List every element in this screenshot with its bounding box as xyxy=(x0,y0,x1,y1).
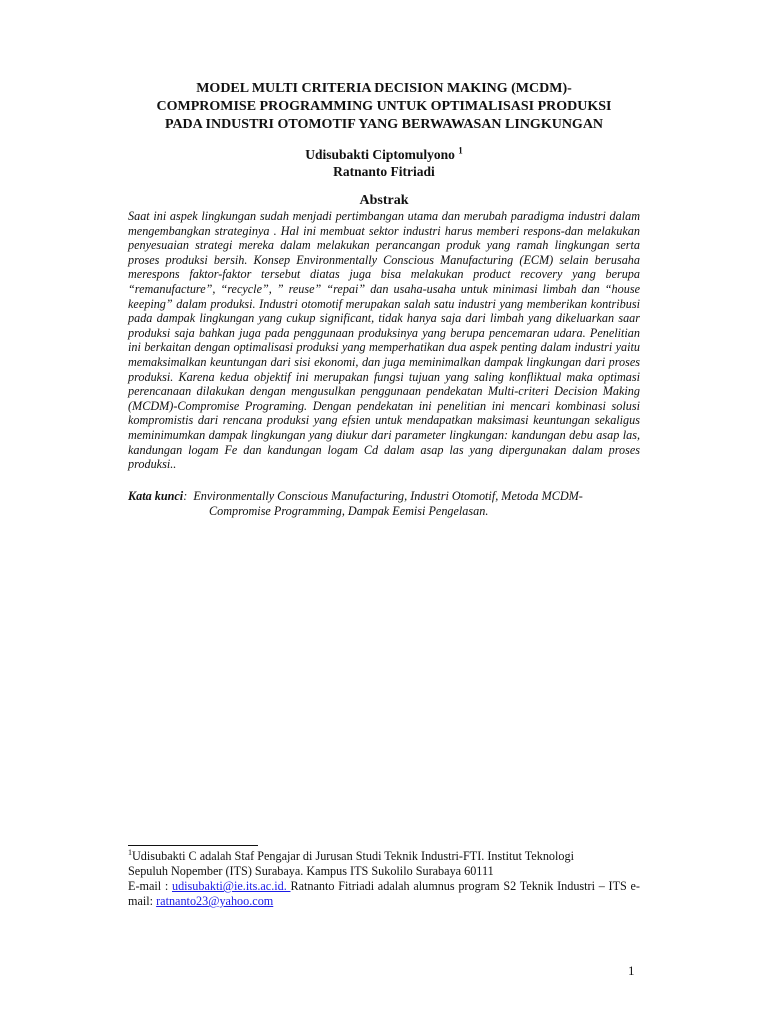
title-line-1: MODEL MULTI CRITERIA DECISION MAKING (MCDM)- xyxy=(196,81,572,96)
footnote-line-1 xyxy=(128,849,640,864)
footnote-separator xyxy=(128,845,258,846)
abstract-heading: Abstrak xyxy=(359,193,409,208)
keywords-line-2: Compromise Programming, Dampak Eemisi Pengelasan. xyxy=(209,503,489,518)
author-first xyxy=(100,146,668,163)
footnote xyxy=(128,849,640,909)
keywords-label: Kata kunci xyxy=(128,489,184,503)
title-line-3: PADA INDUSTRI OTOMOTIF YANG BERWAWASAN LINGKUNGAN xyxy=(164,117,604,132)
abstract-body: Saat ini aspek lingkungan sudah menjadi pertimbangan utama dan merubah paradigma industri dalam mengembangkan strateginya . Hal ini membuat sektor industri harus memberi respons-dan melakukan penyesuaian strategi mereka dalam melakukan perancangan produk yang ramah lingkungan serta proses produksi bersih. Konsep Environmentally Conscious Manufacturing (ECM) selain berusaha merespons faktor-faktor tersebut diatas juga bisa melakukan product recovery yang berupa “remanufacture”, “recycle”, ” reuse” “repai” dan usaha-usaha untuk minimasi limbah dan “house keeping” dalam produksi. Industri otomotif merupakan salah satu industri yang memberikan kontribusi pada dampak lingkungan yang cukup significant, tidak hanya saja dari limbah yang dikeluarkan saar produksi saja bahkan juga pada penggunaan produksinya yang berupa pencemaran udara. Penelitian ini berkaitan dengan optimalisasi produksi yang memperhatikan dua aspek penting dalam industri yaitu memaksimalkan keuntungan dari sisi ekonomi, dan juga meminimalkan dampak lingkungan dari proses produksi. Karena kedua objektif ini merupakan fungsi tujuan yang saling konfliktual maka optimasi perencanaan dilakukan dengan mengusulkan penggunaan pendekatan Multi-criteri Decision Making (MCDM)-Compromise Programing. Dengan pendekatan ini penelitian ini mencari kombinasi solusi kompromistis dari rencana produksi yang efsien untuk mendapatkan maksimasi keuntungan sekaligus meminimumkan dampak lingkungan yang diukur dari parameter lingkungan: kandungan debu asap las, kandungan logam Fe dan kandungan logam Cd dalam asap las yang dipergunakan dalam proses produksi.. xyxy=(128,209,640,472)
title-line-2: COMPROMISE PROGRAMMING UNTUK OPTIMALISASI PRODUKSI xyxy=(156,99,612,114)
email-link-udisubakti[interactable]: udisubakti@ie.its.ac.id. xyxy=(171,879,291,893)
keywords-row xyxy=(128,489,640,504)
footnote-affiliation: Udisubakti C adalah Staf Pengajar di Jurusan Studi Teknik Industri-FTI. Institut Teknologi xyxy=(132,849,574,863)
author-first-name: Udisubakti Ciptomulyono xyxy=(305,147,455,162)
paper-title xyxy=(100,80,668,134)
footnote-line-2: Sepuluh Nopember (ITS) Surabaya. Kampus ITS Sukolilo Surabaya 60111 xyxy=(128,864,494,878)
keywords-block xyxy=(128,489,640,518)
page-number: 1 xyxy=(628,963,635,978)
footnote-mark: 1 xyxy=(128,847,132,857)
keywords-line-1: Environmentally Conscious Manufacturing, Industri Otomotif, Metoda MCDM- xyxy=(193,489,583,503)
keywords-separator: : xyxy=(183,489,194,503)
footnote-email-prefix: E-mail : xyxy=(128,879,172,893)
email-link-ratnanto[interactable]: ratnanto23@yahoo.com xyxy=(156,894,274,908)
footnote-second-author: Ratnanto Fitriadi adalah alumnus program S2 Teknik Industri – ITS e-mail: xyxy=(128,879,640,908)
author-list xyxy=(100,146,668,180)
author-footnote-mark[interactable]: 1 xyxy=(458,145,463,156)
author-second: Ratnanto Fitriadi xyxy=(333,164,435,179)
